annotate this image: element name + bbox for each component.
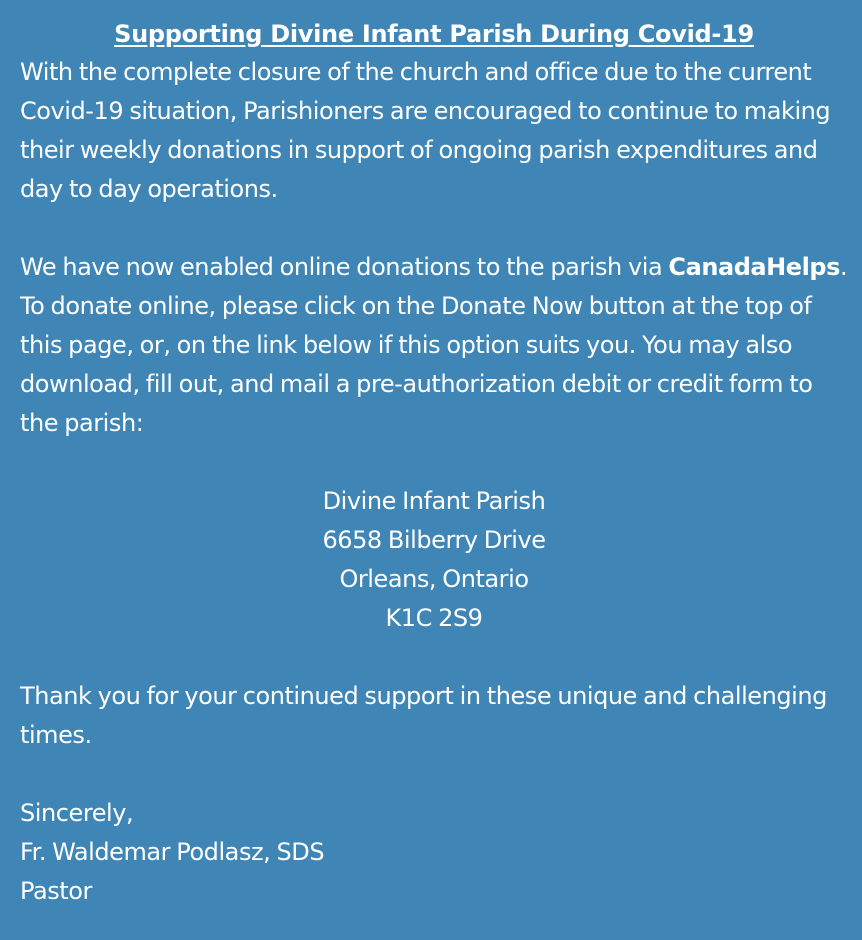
signature-name: Fr. Waldemar Podlasz, SDS <box>20 838 325 866</box>
paragraph-spacer <box>20 755 848 794</box>
closure-paragraph: With the complete closure of the church and office due to the current Covid-19 situation, Parishioners are encouraged to continue to making their weekly donations in support of ongoing parish expenditures and day to day operations. <box>20 58 831 203</box>
signature-role: Pastor <box>20 877 92 905</box>
parish-address <box>20 482 848 638</box>
paragraph-spacer <box>20 638 848 677</box>
address-line-parish: Divine Infant Parish <box>322 487 546 515</box>
address-line-postal: K1C 2S9 <box>385 604 483 632</box>
signature-block <box>20 794 848 911</box>
canadahelps-name: CanadaHelps <box>668 253 840 281</box>
online-donation-intro: We have now enabled online donations to the parish via <box>20 253 663 281</box>
signature-salutation: Sincerely, <box>20 799 134 827</box>
online-donation-instructions: . To donate online, please click on the Donate Now button at the top of this page, or, on the link below if this option suits you. You may also download, fill out, and mail a pre-authorization debit or credit form to the parish: <box>20 253 848 437</box>
notice-title: Supporting Divine Infant Parish During Covid-19 <box>114 20 754 48</box>
online-donation-paragraph <box>20 248 848 443</box>
paragraph-spacer <box>20 443 848 482</box>
address-line-street: 6658 Bilberry Drive <box>322 526 546 554</box>
thank-you-paragraph: Thank you for your continued support in these unique and challenging times. <box>20 682 827 749</box>
address-line-city: Orleans, Ontario <box>339 565 529 593</box>
paragraph-spacer <box>20 209 848 248</box>
